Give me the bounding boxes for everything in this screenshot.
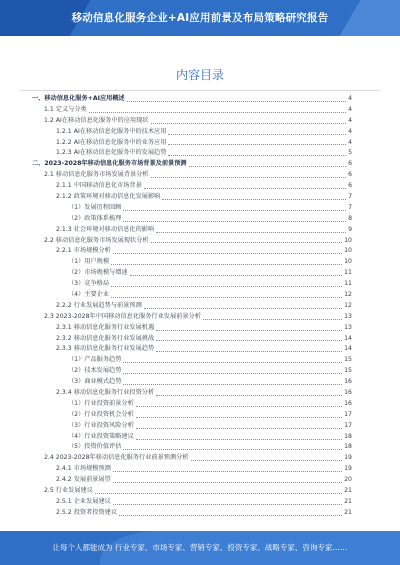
- toc-page-number: 18: [344, 443, 352, 451]
- toc-leader-dots: [113, 471, 342, 472]
- toc-leader-dots: [89, 112, 346, 113]
- toc-leader-dots: [151, 242, 343, 243]
- toc-entry[interactable]: [32, 290, 352, 301]
- toc-entry-title: （4）主要企业: [68, 291, 110, 299]
- toc-leader-dots: [113, 504, 342, 505]
- toc-entry[interactable]: [32, 443, 352, 454]
- toc-entry[interactable]: [32, 236, 352, 247]
- toc-page-number: 8: [348, 214, 352, 222]
- toc-entry-title: 2.3 2023-2028年中国移动信息化服务行业发展前景分析: [44, 312, 201, 320]
- toc-entry[interactable]: [32, 148, 352, 159]
- footer-slogan: 让每个人都能成为 行业专家、市场专家、营销专家、投资专家、战略专家、咨询专家……: [52, 543, 348, 552]
- toc-page-number: 17: [344, 421, 352, 429]
- toc-page-number: 9: [348, 225, 352, 233]
- toc-entry[interactable]: [32, 453, 352, 464]
- toc-entry[interactable]: [32, 268, 352, 279]
- toc-entry[interactable]: [32, 366, 352, 377]
- toc-page-number: 13: [344, 323, 352, 331]
- toc-entry-title: 1.1 定义与分类: [44, 105, 87, 113]
- toc-page-number: 6: [348, 160, 352, 168]
- toc-entry[interactable]: [32, 105, 352, 116]
- header-banner: [0, 0, 400, 36]
- toc-heading: 内容目录: [175, 68, 224, 82]
- toc-entry[interactable]: [32, 475, 352, 486]
- toc-leader-dots: [113, 253, 342, 254]
- toc-page-number: 12: [344, 291, 352, 299]
- toc-entry-title: 1.2.3 AI在移动信息化服务中的发展趋势: [56, 149, 167, 157]
- toc-entry-title: 2.3.3 移动信息化服务行业发展趋势: [56, 345, 155, 353]
- toc-leader-dots: [136, 439, 342, 440]
- toc-page-number: 4: [348, 138, 352, 146]
- toc-page-number: 14: [344, 334, 352, 342]
- toc-leader-dots: [156, 340, 342, 341]
- toc-page-number: 11: [344, 269, 352, 277]
- toc-entry[interactable]: [32, 486, 352, 497]
- toc-entry-title: 2.3.4 移动信息化服务行业投资分析: [56, 389, 155, 397]
- toc-entry-title: 2.1.3 社会环境对移动信息化的影响: [56, 225, 155, 233]
- footer-banner: [0, 531, 400, 565]
- toc-entry[interactable]: [32, 388, 352, 399]
- toc-page-number: 6: [348, 171, 352, 179]
- toc-entry[interactable]: [32, 181, 352, 192]
- toc-leader-dots: [111, 286, 342, 287]
- toc-leader-dots: [168, 155, 346, 156]
- toc-page-number: 16: [344, 399, 352, 407]
- toc-entry-title: 2.5.1 企业发展建议: [56, 497, 111, 505]
- toc-entry[interactable]: [32, 94, 352, 105]
- toc-entry[interactable]: [32, 497, 352, 508]
- toc-entry-title: 2.1.2 政策环境对移动信息化发展影响: [56, 193, 161, 200]
- toc-leader-dots: [162, 199, 346, 200]
- toc-page-number: 21: [344, 508, 352, 516]
- toc-entry[interactable]: [32, 355, 352, 366]
- toc-entry-title: 1.2 AI在移动信息化服务中的应用现状: [44, 116, 149, 124]
- toc-entry-title: 2.3.1 移动信息化服务行业发展机遇: [56, 323, 155, 331]
- toc-leader-dots: [123, 210, 346, 211]
- toc-page-number: 11: [344, 280, 352, 288]
- toc-page-number: 18: [344, 432, 352, 440]
- toc-entry-title: （1）用户规模: [68, 258, 110, 266]
- toc-entry-title: （3）竞争格局: [68, 280, 110, 288]
- toc-entry-title: （5）投资价值评估: [68, 443, 122, 451]
- toc-entry-title: 2.1 移动信息化服务市场发展背景分析: [44, 171, 149, 179]
- toc-leader-dots: [127, 101, 346, 102]
- toc-entry[interactable]: [32, 127, 352, 138]
- toc-entry-title: 2.2.2 行业发展趋势与前景预测: [56, 301, 142, 309]
- toc-leader-dots: [123, 221, 346, 222]
- toc-entry[interactable]: [32, 138, 352, 149]
- toc-leader-dots: [136, 406, 342, 407]
- toc-leader-dots: [136, 417, 342, 418]
- toc-leader-dots: [151, 177, 346, 178]
- toc-entry[interactable]: [32, 159, 352, 170]
- toc-page-number: 12: [344, 301, 352, 309]
- toc-leader-dots: [151, 123, 347, 124]
- toc-leader-dots: [123, 362, 342, 363]
- toc-page-number: 17: [344, 410, 352, 418]
- toc-entry-title: 二、2023-2028年移动信息化服务市场背景及前景预测: [32, 160, 187, 168]
- toc-entry[interactable]: [32, 279, 352, 290]
- toc-leader-dots: [189, 166, 346, 167]
- toc-page-number: 10: [344, 247, 352, 255]
- toc-entry-title: 2.4.1 市场规模预测: [56, 465, 111, 473]
- report-title: 移动信息化服务企业+AI应用前景及布局策略研究报告: [71, 12, 329, 24]
- toc-leader-dots: [191, 460, 343, 461]
- toc-leader-dots: [144, 308, 342, 309]
- toc-page-number: 21: [344, 497, 352, 505]
- toc-entry-title: 2.2 移动信息化服务市场发展现状分析: [44, 236, 149, 244]
- toc-entry-title: （3）行业投资风险分析: [68, 421, 134, 429]
- toc-entry-title: （1）产品服务趋势: [68, 356, 122, 364]
- toc-entry[interactable]: [32, 203, 352, 214]
- toc-entry[interactable]: [32, 192, 352, 203]
- toc-page-number: 19: [344, 465, 352, 473]
- toc-leader-dots: [123, 373, 342, 374]
- toc-leader-dots: [95, 493, 342, 494]
- toc-entry[interactable]: [32, 312, 352, 323]
- toc-page-number: 15: [344, 356, 352, 364]
- toc-page-number: 4: [348, 127, 352, 135]
- toc-entry[interactable]: [32, 421, 352, 432]
- toc-leader-dots: [156, 395, 342, 396]
- toc-entry[interactable]: [32, 399, 352, 410]
- toc-entry[interactable]: [32, 464, 352, 475]
- toc-entry[interactable]: [32, 323, 352, 334]
- toc-entry-title: 2.1.1 中国移动信息化市场背景: [56, 182, 142, 190]
- toc-entry[interactable]: [32, 432, 352, 443]
- toc-leader-dots: [156, 232, 346, 233]
- toc-entry[interactable]: [32, 170, 352, 181]
- toc-page-number: 10: [344, 258, 352, 266]
- toc-entry[interactable]: [32, 301, 352, 312]
- toc-leader-dots: [156, 330, 342, 331]
- toc-entry[interactable]: [32, 246, 352, 257]
- toc-page-number: 6: [348, 182, 352, 190]
- toc-page-number: 5: [348, 149, 352, 157]
- toc-page-number: 4: [348, 105, 352, 113]
- toc-leader-dots: [113, 482, 342, 483]
- toc-page-number: 16: [344, 378, 352, 386]
- toc-entry-title: （2）技术发展趋势: [68, 367, 122, 375]
- toc-entry-title: 2.4 2023-2028年移动信息化服务行业前景预测分析: [44, 454, 189, 462]
- toc-page-number: 7: [348, 203, 352, 211]
- toc-entry[interactable]: [32, 344, 352, 355]
- toc-entry-title: 一、移动信息化服务+AI应用概述: [32, 94, 125, 102]
- toc-entry-title: 1.2.1 AI在移动信息化服务中的技术应用: [56, 127, 167, 135]
- toc-entry-title: （1）行业投资前景分析: [68, 399, 134, 407]
- toc-page-number: 4: [348, 116, 352, 124]
- toc-entry[interactable]: [32, 116, 352, 127]
- toc-leader-dots: [123, 384, 342, 385]
- toc-page-number: 10: [344, 236, 352, 244]
- toc-entry-title: （3）商业模式趋势: [68, 378, 122, 386]
- toc-entry-title: 1.2.2 AI在移动信息化服务中的业务应用: [56, 138, 167, 146]
- table-of-contents: [32, 94, 352, 519]
- toc-leader-dots: [123, 449, 342, 450]
- toc-leader-dots: [130, 275, 343, 276]
- toc-entry[interactable]: [32, 508, 352, 519]
- toc-leader-dots: [119, 515, 342, 516]
- toc-page-number: 13: [344, 312, 352, 320]
- toc-entry-title: 2.3.2 移动信息化服务行业发展挑战: [56, 334, 155, 342]
- toc-page-number: 4: [348, 94, 352, 102]
- toc-page-number: 14: [344, 345, 352, 353]
- toc-leader-dots: [168, 144, 346, 145]
- toc-entry-title: 2.4.2 发展前景展望: [56, 476, 111, 484]
- toc-entry-title: 2.5.2 投资者投资建议: [56, 508, 118, 516]
- toc-leader-dots: [111, 264, 342, 265]
- toc-page-number: 19: [344, 454, 352, 462]
- toc-entry-title: （2）政策体系梳理: [68, 214, 122, 222]
- toc-entry-title: （1）发展历程回顾: [68, 203, 122, 211]
- toc-page-number: 7: [348, 193, 352, 200]
- toc-entry-title: 2.5 行业发展建议: [44, 487, 93, 495]
- toc-leader-dots: [203, 319, 342, 320]
- toc-leader-dots: [136, 428, 342, 429]
- toc-entry[interactable]: [32, 257, 352, 268]
- toc-page-number: 16: [344, 389, 352, 397]
- toc-page-number: 15: [344, 367, 352, 375]
- toc-leader-dots: [111, 297, 342, 298]
- toc-entry[interactable]: [32, 410, 352, 421]
- toc-leader-dots: [144, 188, 346, 189]
- toc-leader-dots: [168, 134, 346, 135]
- toc-entry[interactable]: [32, 214, 352, 225]
- toc-entry-title: 2.2.1 市场规模分析: [56, 247, 111, 255]
- toc-entry-title: （2）行业投资机会分析: [68, 410, 134, 418]
- toc-page-number: 21: [344, 487, 352, 495]
- toc-entry[interactable]: [32, 334, 352, 345]
- toc-entry-title: （4）行业投资策略建议: [68, 432, 134, 440]
- toc-entry-title: （2）市场规模与增速: [68, 269, 128, 277]
- divider: [20, 90, 380, 91]
- toc-entry[interactable]: [32, 377, 352, 388]
- toc-entry[interactable]: [32, 225, 352, 236]
- toc-page-number: 20: [344, 476, 352, 484]
- toc-leader-dots: [156, 351, 342, 352]
